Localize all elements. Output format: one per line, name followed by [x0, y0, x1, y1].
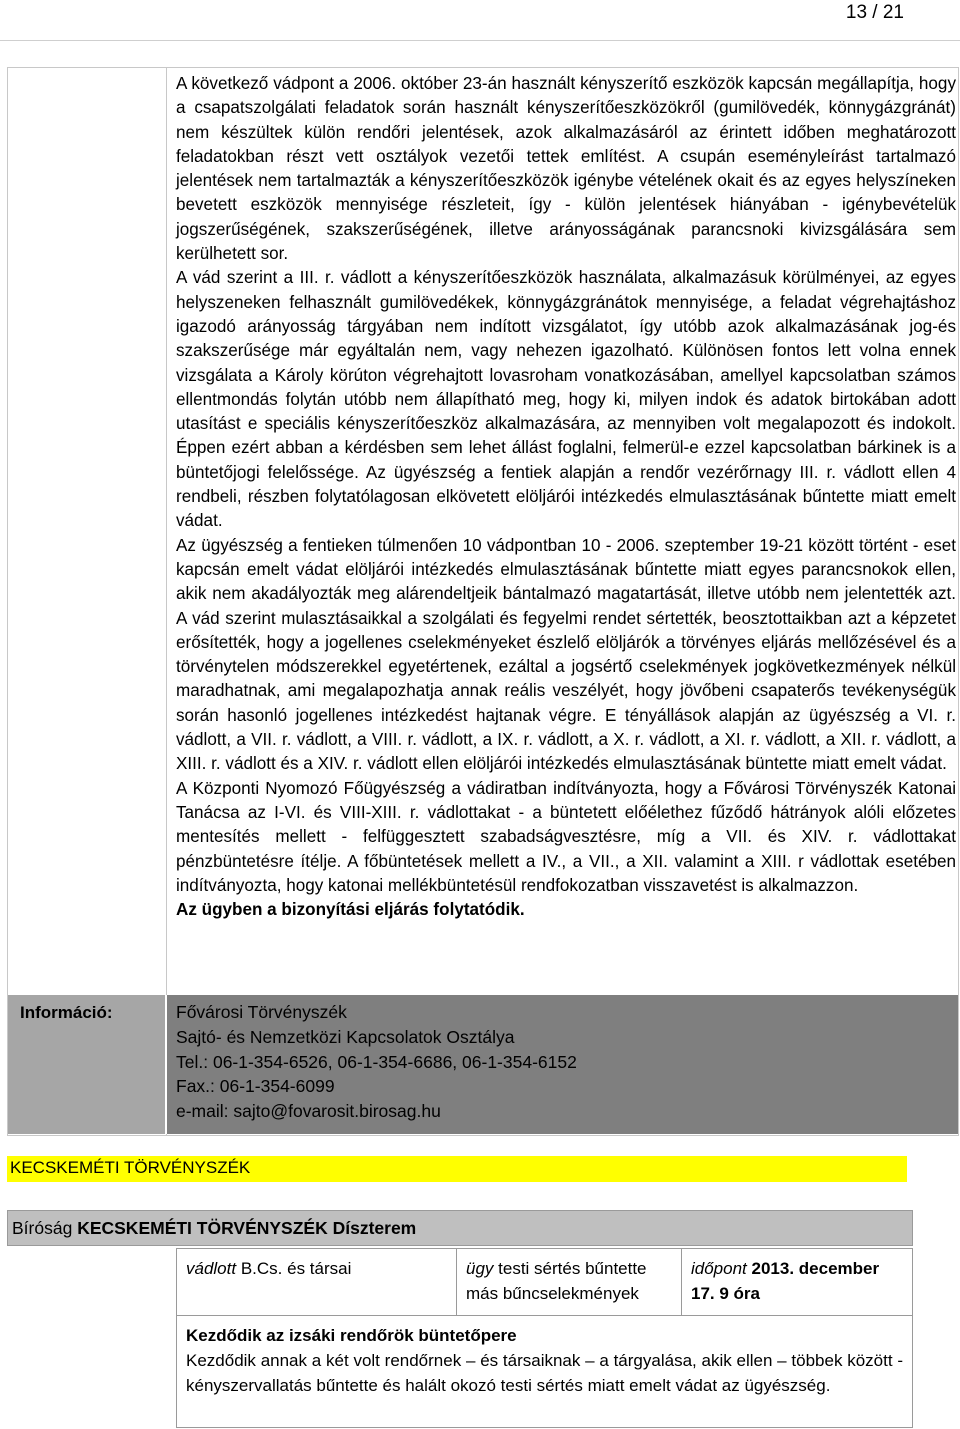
case-label: ügy [466, 1259, 494, 1278]
contact-email[interactable]: e-mail: sajto@fovarosit.birosag.hu [176, 1101, 441, 1122]
paragraph-4: A Központi Nyomozó Főügyészség a vádiratban indítványozta, hogy a Fővárosi Törvényszék Katonai Tanácsa az I-VI. és VIII-XIII. r. vádlottakat - a büntetett előélethez fűződő hátrányok alóli előzetes mentesítés mellett - felfüggesztett szabadságvesztésre, míg a VII. és XIV. r. vádlottakat pénzbüntetésre ítélje. A főbüntetések mellett a IV., a VII., a XII. valamint a XIII. r vádlottak esetében indítványozta, hogy katonai mellékbüntetésül rendfokozatban visszavetést is alkalmazzon. [176, 778, 956, 895]
info-row [8, 995, 958, 1134]
hearing-box [176, 1248, 913, 1428]
contact-info [176, 1000, 577, 1124]
time-label: időpont [691, 1259, 747, 1278]
page-number: 13 / 21 [845, 2, 904, 23]
case-value-2: más bűncselekmények [466, 1284, 639, 1303]
room-header [7, 1210, 913, 1246]
paragraph-3: Az ügyészség a fentieken túlmenően 10 vádpontban 10 - 2006. szeptember 19-21 között történt - eset kapcsán emelt vádat elöljárói intézkedés elmulasztásának bűntette miatt egyes parancsnokok ellen, akik nem akadályozták meg alárendeltjeik bántalmazó magatartását, illetve utóbb nem jelentették azt. A vád szerint mulasztásaikkal a szolgálati és fegyelmi rendet sértették, beosztottaikban azt a képzetet erősítették, hogy a jogellenes cselekményeket észlelő elöljárók a törvényes eljárás mellőzésével és a törvénytelen módszerekkel egyetértenek, ezáltal a jogsértő cselekmények jogkövetkezmények nélkül maradhatnak, ami megalapozhatja annak reális veszélyét, hogy jövőbeni csapaterős tevékenységük során hasonló jogellenes intézkedést hajtanak végre. E tényállások alapján az ügyészség a VI. r. vádlott, a VII. r. vádlott, a VIII. r. vádlott, a IX. r. vádlott, a X. r. vádlott, a XI. r. vádlott, a XII. r. vádlott, a XIII. r. vádlott és a XIV. r. vádlott ellen elöljárói intézkedés elmulasztásának büntette miatt emelt vádat. [176, 535, 956, 774]
time-cell [682, 1249, 914, 1315]
court-header [7, 1156, 907, 1182]
case-title: Kezdődik az izsáki rendőrök büntetőpere [186, 1326, 517, 1345]
room-title: Bíróság KECSKEMÉTI TÖRVÉNYSZÉK Díszterem [12, 1218, 417, 1238]
case-summary-text: Kezdődik annak a két volt rendőrnek – és társaiknak – a tárgyalása, akik ellen – többek között - kényszervallatás bűntette és halált okozó testi sértés miatt emelt vádat az ügyészség. [186, 1351, 903, 1395]
court-name: KECSKEMÉTI TÖRVÉNYSZÉK [10, 1158, 251, 1177]
case-details-table [7, 67, 959, 1136]
defendant-label: vádlott [186, 1259, 237, 1278]
left-label-column [8, 68, 167, 1135]
case-type-cell [457, 1249, 682, 1315]
contact-fax: Fax.: 06-1-354-6099 [176, 1076, 335, 1097]
contact-tel: Tel.: 06-1-354-6526, 06-1-354-6686, 06-1-354-6152 [176, 1051, 577, 1072]
defendant-value: B.Cs. és társai [240, 1259, 352, 1278]
info-label: Információ: [20, 1003, 113, 1022]
header-divider [0, 40, 960, 41]
case-description-text [176, 72, 956, 922]
time-value-2: 17. 9 óra [691, 1284, 760, 1303]
defendant-cell [177, 1249, 457, 1315]
contact-org: Fővárosi Törvényszék [176, 1002, 347, 1022]
info-label-cell [8, 995, 167, 1134]
paragraph-5-bold: Az ügyben a bizonyítási eljárás folytatódik. [176, 900, 525, 920]
case-summary [177, 1315, 912, 1427]
contact-dept: Sajtó- és Nemzetközi Kapcsolatok Osztálya [176, 1026, 515, 1047]
paragraph-1: A következő vádpont a 2006. október 23-án használt kényszerítő eszközök kapcsán megállapítja, hogy a csapatszolgálati feladatok során használt kényszerítőeszközökről (gumilövedék, könnygázgránát) nem készültek külön rendőri jelentések, azok alkalmazásáról az érintett időben meghatározott feladatokban részt vett osztályok vezetői tettek említést. A csupán eseményleírást tartalmazó jelentések nem tartalmazták a kényszerítőeszközök igénybe vételének okait és az egyes helyszíneken bevetett eszközök mennyisége részleteit, így - külön jelentések hiányában - igénybevételük jogszerűségének, szakszerűségének, illetve arányosságának parancsnoki kivizsgálására sem kerülhetett sor. [176, 74, 956, 264]
time-value-1: 2013. december [751, 1259, 880, 1278]
case-value-1: testi sértés bűntette [498, 1259, 647, 1278]
paragraph-2: A vád szerint a III. r. vádlott a kényszerítőeszközök használata, alkalmazásuk körülményei, az egyes helyszeneken felhasznált gumilövedékek, könnygázgránátok mennyisége, a feladat végrehajtáshoz igazodó arányosság tárgyában nem indított vizsgálatot, így utóbb azok alkalmazásának jog-és szakszerűsége már egyáltalán nem, vagy nehezen igazolható. Különösen fontos lett volna ennek vizsgálata a Károly körúton végrehajtott lovasroham vonatkozásában, amellyel kapcsolatban számos ellentmondás folytán utóbb nem állapítható meg, hogy ki, milyen indok és adatok birtokában adott utasítást e speciális kényszerítőeszköz alkalmazására, az mennyiben volt megalapozott és indokolt. Éppen ezért abban a kérdésben sem lehet állást foglalni, felmerül-e ezzel kapcsolatban bárkinek is a büntetőjogi felelőssége. Az ügyészség a fentiek alapján a rendőr vezérőrnagy III. r. vádlott ellen 4 rendbeli, részben folytatólagosan elkövetett elöljárói intézkedés elmulasztásának bűntette miatt emelt vádat. [176, 268, 956, 531]
